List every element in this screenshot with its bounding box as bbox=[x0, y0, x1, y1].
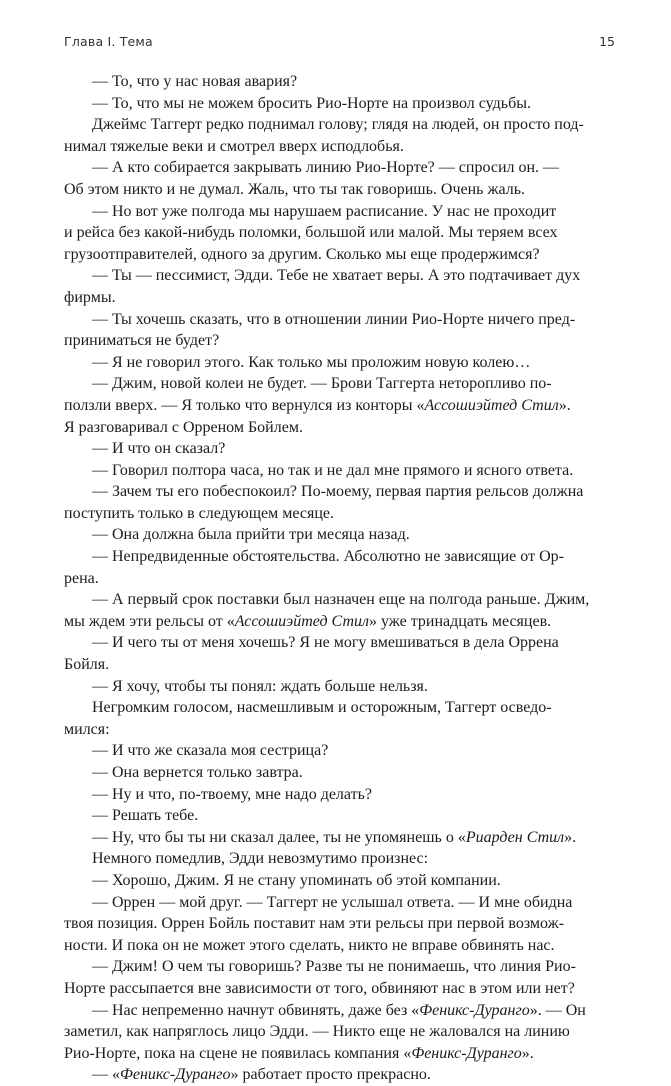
text-line: — И что он сказал? bbox=[92, 440, 226, 458]
paragraph bbox=[64, 632, 615, 675]
text-line: — Решать тебе. bbox=[92, 807, 199, 825]
text-line: — Ты — пессимист, Эдди. Тебе не хватает веры. А это подтачивает дух bbox=[92, 267, 581, 285]
text-line: — Она вернется только завтра. bbox=[92, 764, 303, 781]
paragraph bbox=[64, 1064, 615, 1086]
paragraph bbox=[64, 1000, 615, 1065]
text-line: — А первый срок поставки был назначен еще на полгода раньше. Джим, bbox=[92, 591, 590, 609]
text-line: Рио-Норте, пока на сцене не появилась компания «Феникс-Дуранго». bbox=[64, 1044, 534, 1062]
text-line: — Зачем ты его побеспокоил? По-моему, первая партия рельсов должна bbox=[92, 483, 584, 501]
paragraph bbox=[64, 848, 615, 870]
text-line: — Она должна была прийти три месяца назад. bbox=[92, 526, 410, 544]
text-line: — Ну и что, по-твоему, мне надо делать? bbox=[92, 785, 372, 803]
text-line: — Я не говорил этого. Как только мы проложим новую колею… bbox=[92, 353, 531, 371]
page-number: 15 bbox=[599, 34, 615, 49]
text-line: ности. И пока он не может этого сделать, никто не вправе обвинять нас. bbox=[64, 936, 555, 954]
text-line: поступить только в следующем месяце. bbox=[64, 504, 334, 522]
text-line: — Ты хочешь сказать, что в отношении линии Рио-Норте ничего пред- bbox=[92, 310, 576, 328]
text-line: Об этом никто и не думал. Жаль, что ты так говоришь. Очень жаль. bbox=[64, 180, 526, 198]
body-text bbox=[64, 71, 615, 1086]
paragraph bbox=[64, 460, 615, 482]
text-line: Немного помедлив, Эдди невозмутимо произнес: bbox=[92, 850, 429, 868]
text-line: — То, что мы не можем бросить Рио-Норте на произвол судьбы. bbox=[92, 94, 531, 112]
text-line: Я разговаривал с Орреном Бойлем. bbox=[64, 418, 303, 436]
paragraph bbox=[64, 373, 615, 438]
text-line: нимал тяжелые веки и смотрел вверх исподлобья. bbox=[64, 137, 404, 155]
paragraph bbox=[64, 762, 615, 784]
paragraph bbox=[64, 71, 615, 93]
text-line: — И чего ты от меня хочешь? Я не могу вмешиваться в дела Оррена bbox=[92, 634, 559, 652]
paragraph bbox=[64, 546, 615, 589]
text-line: рена. bbox=[64, 569, 99, 587]
text-line: — Ну, что бы ты ни сказал далее, ты не упомянешь о «Риарден Стил». bbox=[92, 828, 577, 846]
text-line: — Джим! О чем ты говоришь? Разве ты не понимаешь, что линия Рио- bbox=[92, 958, 576, 976]
running-header bbox=[64, 34, 615, 54]
text-line: Негромким голосом, насмешливым и осторожным, Таггерт осведо- bbox=[92, 699, 552, 717]
paragraph bbox=[64, 524, 615, 546]
chapter-title: Глава I. Тема bbox=[64, 34, 153, 49]
text-line: и рейса без какой-нибудь поломки, большой или малой. Мы теряем всех bbox=[64, 224, 558, 242]
text-line: — Но вот уже полгода мы нарушаем расписание. У нас не проходит bbox=[92, 202, 557, 220]
text-line: мы ждем эти рельсы от «Ассошиэйтед Стил» уже тринадцать месяцев. bbox=[64, 612, 552, 630]
text-line: — А кто собирается закрывать линию Рио-Норте? — спросил он. — bbox=[92, 159, 560, 177]
paragraph bbox=[64, 827, 615, 849]
paragraph bbox=[64, 93, 615, 115]
text-line: — Непредвиденные обстоятельства. Абсолютно не зависящие от Ор- bbox=[92, 548, 564, 566]
text-line: мился: bbox=[64, 720, 110, 738]
text-line: — Говорил полтора часа, но так и не дал мне прямого и ясного ответа. bbox=[92, 461, 574, 479]
paragraph bbox=[64, 352, 615, 374]
text-line: — «Феникс-Дуранго» работает просто прекрасно. bbox=[92, 1066, 431, 1084]
paragraph bbox=[64, 589, 615, 632]
paragraph bbox=[64, 956, 615, 999]
text-line: Джеймс Таггерт редко поднимал голову; глядя на людей, он просто под- bbox=[92, 116, 584, 134]
paragraph bbox=[64, 870, 615, 892]
text-line: — Нас непременно начнут обвинять, даже без «Феникс-Дуранго». — Он bbox=[92, 1001, 586, 1019]
paragraph bbox=[64, 740, 615, 762]
text-line: Норте рассыпается вне зависимости от того, обвиняют нас в этом или нет? bbox=[64, 979, 575, 997]
paragraph bbox=[64, 265, 615, 308]
paragraph bbox=[64, 892, 615, 957]
paragraph bbox=[64, 438, 615, 460]
text-line: Бойля. bbox=[64, 656, 110, 674]
paragraph bbox=[64, 805, 615, 827]
paragraph bbox=[64, 157, 615, 200]
text-line: — Джим, новой колеи не будет. — Брови Таггерта неторопливо по- bbox=[92, 375, 552, 393]
text-line: — То, что у нас новая авария? bbox=[92, 73, 298, 90]
text-line: — И что же сказала моя сестрица? bbox=[92, 742, 329, 760]
text-line: заметил, как напряглось лицо Эдди. — Никто еще не жаловался на линию bbox=[64, 1023, 570, 1041]
text-line: фирмы. bbox=[64, 288, 116, 306]
text-line: твоя позиция. Оррен Бойль поставит нам эти рельсы при первой возмож- bbox=[64, 915, 565, 933]
paragraph bbox=[64, 201, 615, 266]
paragraph bbox=[64, 114, 615, 157]
paragraph bbox=[64, 481, 615, 524]
text-line: — Оррен — мой друг. — Таггерт не услышал ответа. — И мне обидна bbox=[92, 893, 573, 911]
paragraph bbox=[64, 676, 615, 698]
text-line: — Я хочу, чтобы ты понял: ждать больше нельзя. bbox=[92, 677, 428, 695]
paragraph bbox=[64, 309, 615, 352]
text-line: — Хорошо, Джим. Я не стану упоминать об этой компании. bbox=[92, 871, 501, 889]
text-line: приниматься не будет? bbox=[64, 332, 220, 350]
paragraph bbox=[64, 697, 615, 740]
text-line: грузоотправителей, одного за другим. Сколько мы еще продержимся? bbox=[64, 245, 540, 263]
text-line: ползли вверх. — Я только что вернулся из конторы «Ассошиэйтед Стил». bbox=[64, 396, 571, 414]
paragraph bbox=[64, 784, 615, 806]
